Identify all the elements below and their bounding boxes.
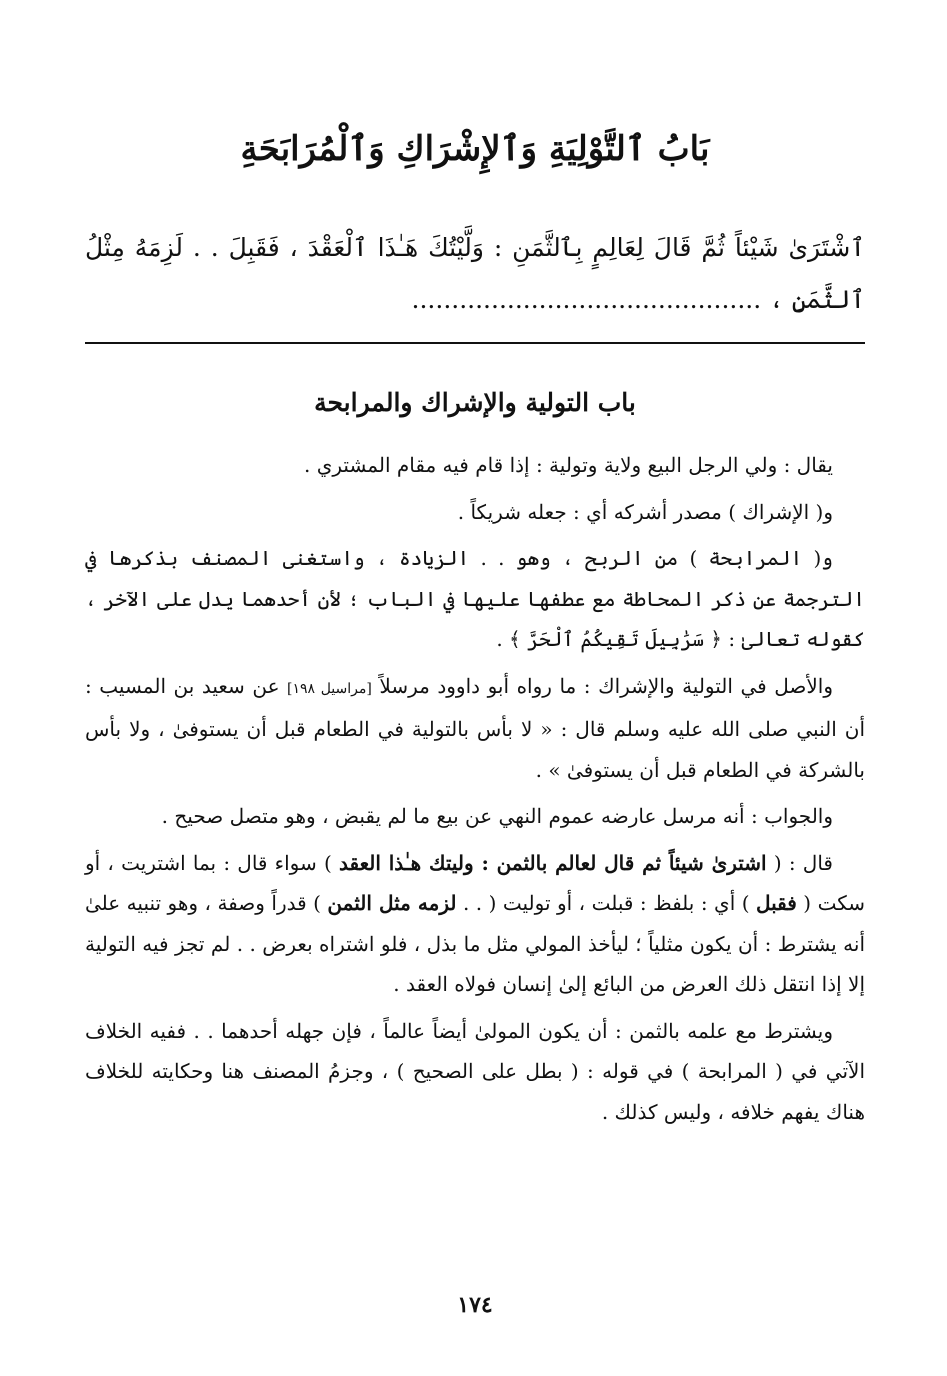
matn-line-2-text: ٱلثَّمَنِ ، (769, 285, 865, 314)
paragraph-3: و( المرابحة ) من الربح ، وهو . . الزيادة ، واستغنى المصنف بذكرها في الترجمة عن ذكر المحاطة مع عطفها عليها في الباب ؛ لأن أحدهما يدل على الآخر ، كقوله تعالىٰ : ﴿ سَرَٰبِيلَ تَقِيكُمُ ٱلْحَرَّ ﴾ . (85, 546, 865, 651)
p6-matn-quote: اشترىٰ شيئاً ثم قال لعالم بالثمن : وليتك هـٰذا العقد (338, 850, 767, 875)
p6-segment: ) قدراً وصفة ، وهو تنبيه علىٰ أنه يشترط : أن يكون مثلياً ؛ ليأخذ المولي مثل ما بذل ، فلو اشتراه بعرض . . لم تجز فيه التولية إلا إذا انتقل ذلك العرض من البائع إلىٰ إنسان فولاه العقد . (85, 891, 865, 996)
paragraph-2: و( الإشراك ) مصدر أشركه أي : جعله شريكاً . (457, 499, 833, 524)
paragraph-4-part-a: والأصل في التولية والإشراك : ما رواه أبو داوود مرسلاً (379, 673, 833, 698)
paragraph-4 (85, 666, 865, 791)
separator-rule (85, 342, 865, 344)
p6-matn-quote: لزمه مثل الثمن (327, 891, 457, 915)
paragraph-5: والجواب : أنه مرسل عارضه عموم النهي عن بيع ما لم يقبض ، وهو متصل صحيح . (161, 804, 833, 828)
page-number: ١٧٤ (457, 1292, 493, 1318)
commentary-heading: باب التولية والإشراك والمرابحة (314, 388, 636, 417)
citation-reference: [مراسيل ١٩٨] (287, 680, 372, 697)
matn-text (85, 222, 865, 326)
paragraph-1: يقال : ولي الرجل البيع ولاية وتولية : إذا قام فيه مقام المشتري . (304, 453, 833, 477)
commentary-body (85, 445, 865, 1138)
matn-line-1: ٱشْتَرَىٰ شَيْئاً ثُمَّ قَالَ لِعَالِمٍ بِٱلثَّمَنِ : وَلَّيْتُكَ هَـٰذَا ٱلْعَقْدَ ، فَقَبِلَ . . لَزِمَهُ مِثْلُ (85, 233, 865, 262)
matn-title: بَابُ ٱلتَّوْلِيَةِ وَٱلإِشْرَاكِ وَٱلْمُرَابَحَةِ (240, 129, 710, 169)
p6-segment: ) أي : بلفظ : قبلت ، أو توليت ( . . (456, 891, 756, 915)
matn-dots: ............................................ (411, 285, 762, 314)
matn-line-2 (85, 274, 865, 326)
paragraph-6 (85, 843, 865, 1005)
paragraph-7: ويشترط مع علمه بالثمن : أن يكون المولىٰ أيضاً عالماً ، فإن جهله أحدهما . . ففيه الخلاف الآتي في ( المرابحة ) في قوله : ( بطل على الصحيح ) ، وجزمُ المصنف هنا وحكايته للخلاف هناك يفهم خلافه ، وليس كذلك . (85, 1018, 865, 1124)
p6-segment: قال : ( (766, 850, 833, 875)
p6-segment: ) سواء قال : بما اشتريت ، أو سكت ( (85, 850, 866, 915)
paragraph-4-part-b: عن سعيد بن المسيب : أن النبي صلى الله عليه وسلم قال : « لا بأس بالتولية في الطعام قبل أن يستوفىٰ ، ولا بأس بالشركة في الطعام قبل أن يستوفىٰ » . (85, 673, 865, 782)
p6-matn-quote: فقبل (755, 891, 797, 915)
